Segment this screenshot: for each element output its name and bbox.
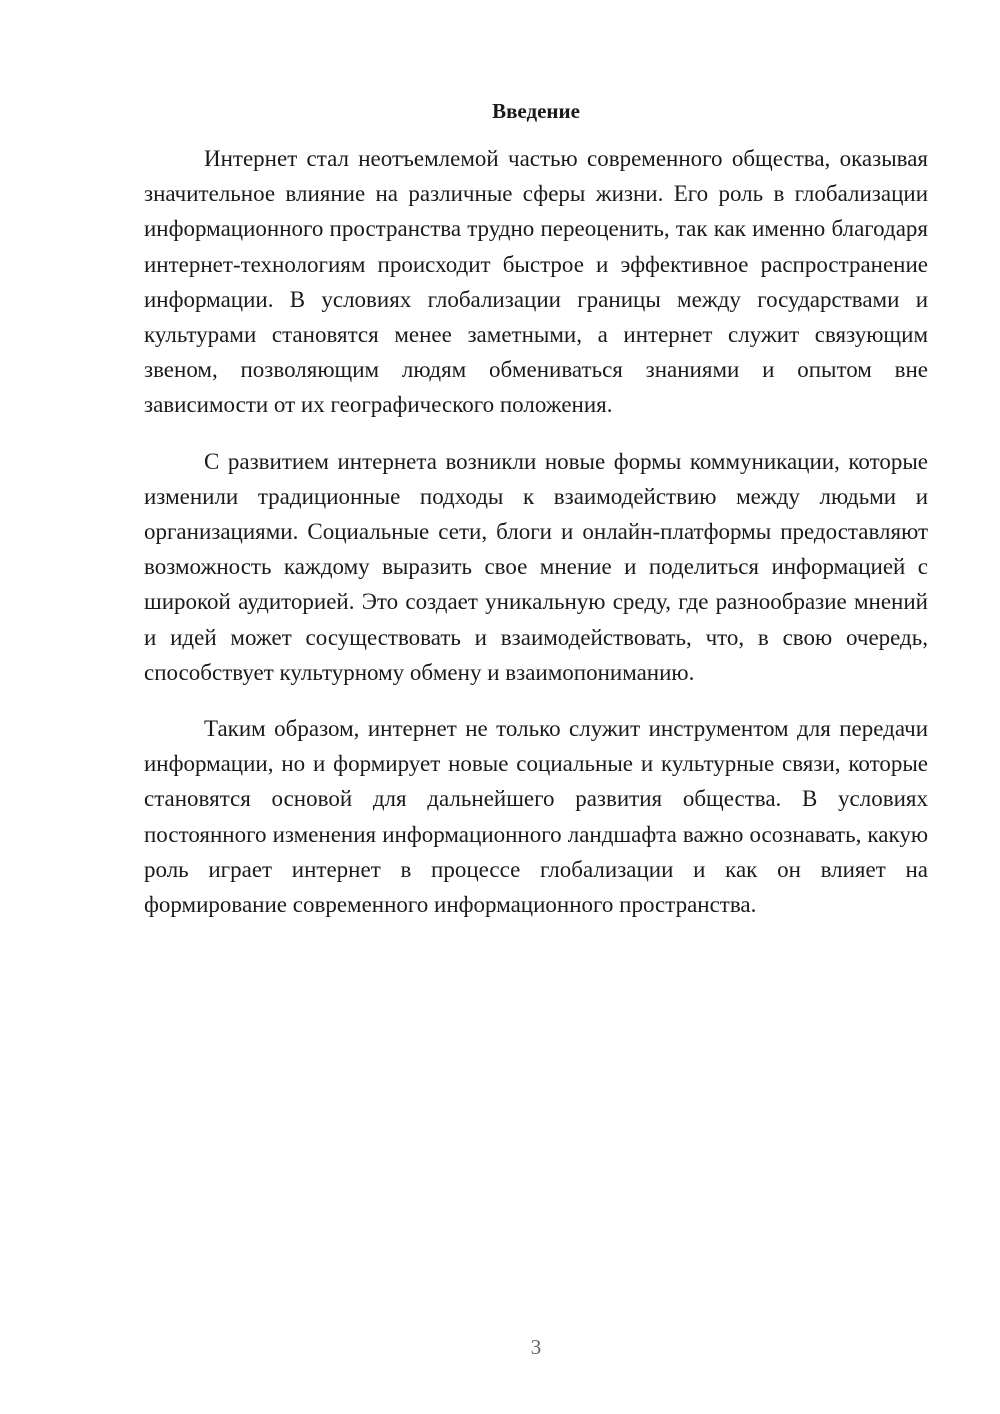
section-title: Введение — [492, 99, 580, 123]
paragraph-3: Таким образом, интернет не только служит инструментом для передачи информации, но и формирует новые социальные и культурные связи, которые становятся основой для дальнейшего развития общества. В условиях постоянного изменения информационного ландшафта важно осознавать, какую роль играет интернет в процессе глобализации и как он влияет на формирование современного информационного пространства. — [144, 716, 928, 918]
page-number: 3 — [530, 1335, 542, 1359]
body-text — [144, 141, 928, 943]
paragraph-2: С развитием интернета возникли новые формы коммуникации, которые изменили традиционные подходы к взаимодействию между людьми и организациями. Социальные сети, блоги и онлайн-платформы предоставляют возможность каждому выразить свое мнение и поделиться информацией с широкой аудиторией. Это создает уникальную среду, где разнообразие мнений и идей может сосуществовать и взаимодействовать, что, в свою очередь, способствует культурному обмену и взаимопониманию. — [144, 448, 928, 685]
paragraph-1: Интернет стал неотъемлемой частью современного общества, оказывая значительное влияние на различные сферы жизни. Его роль в глобализации информационного пространства трудно переоценить, так как именно благодаря интернет-технологиям происходит быстрое и эффективное распространение информации. В условиях глобализации границы между государствами и культурами становятся менее заметными, а интернет служит связующим звеном, позволяющим людям обмениваться знаниями и опытом вне зависимости от их географического положения. — [144, 146, 928, 418]
